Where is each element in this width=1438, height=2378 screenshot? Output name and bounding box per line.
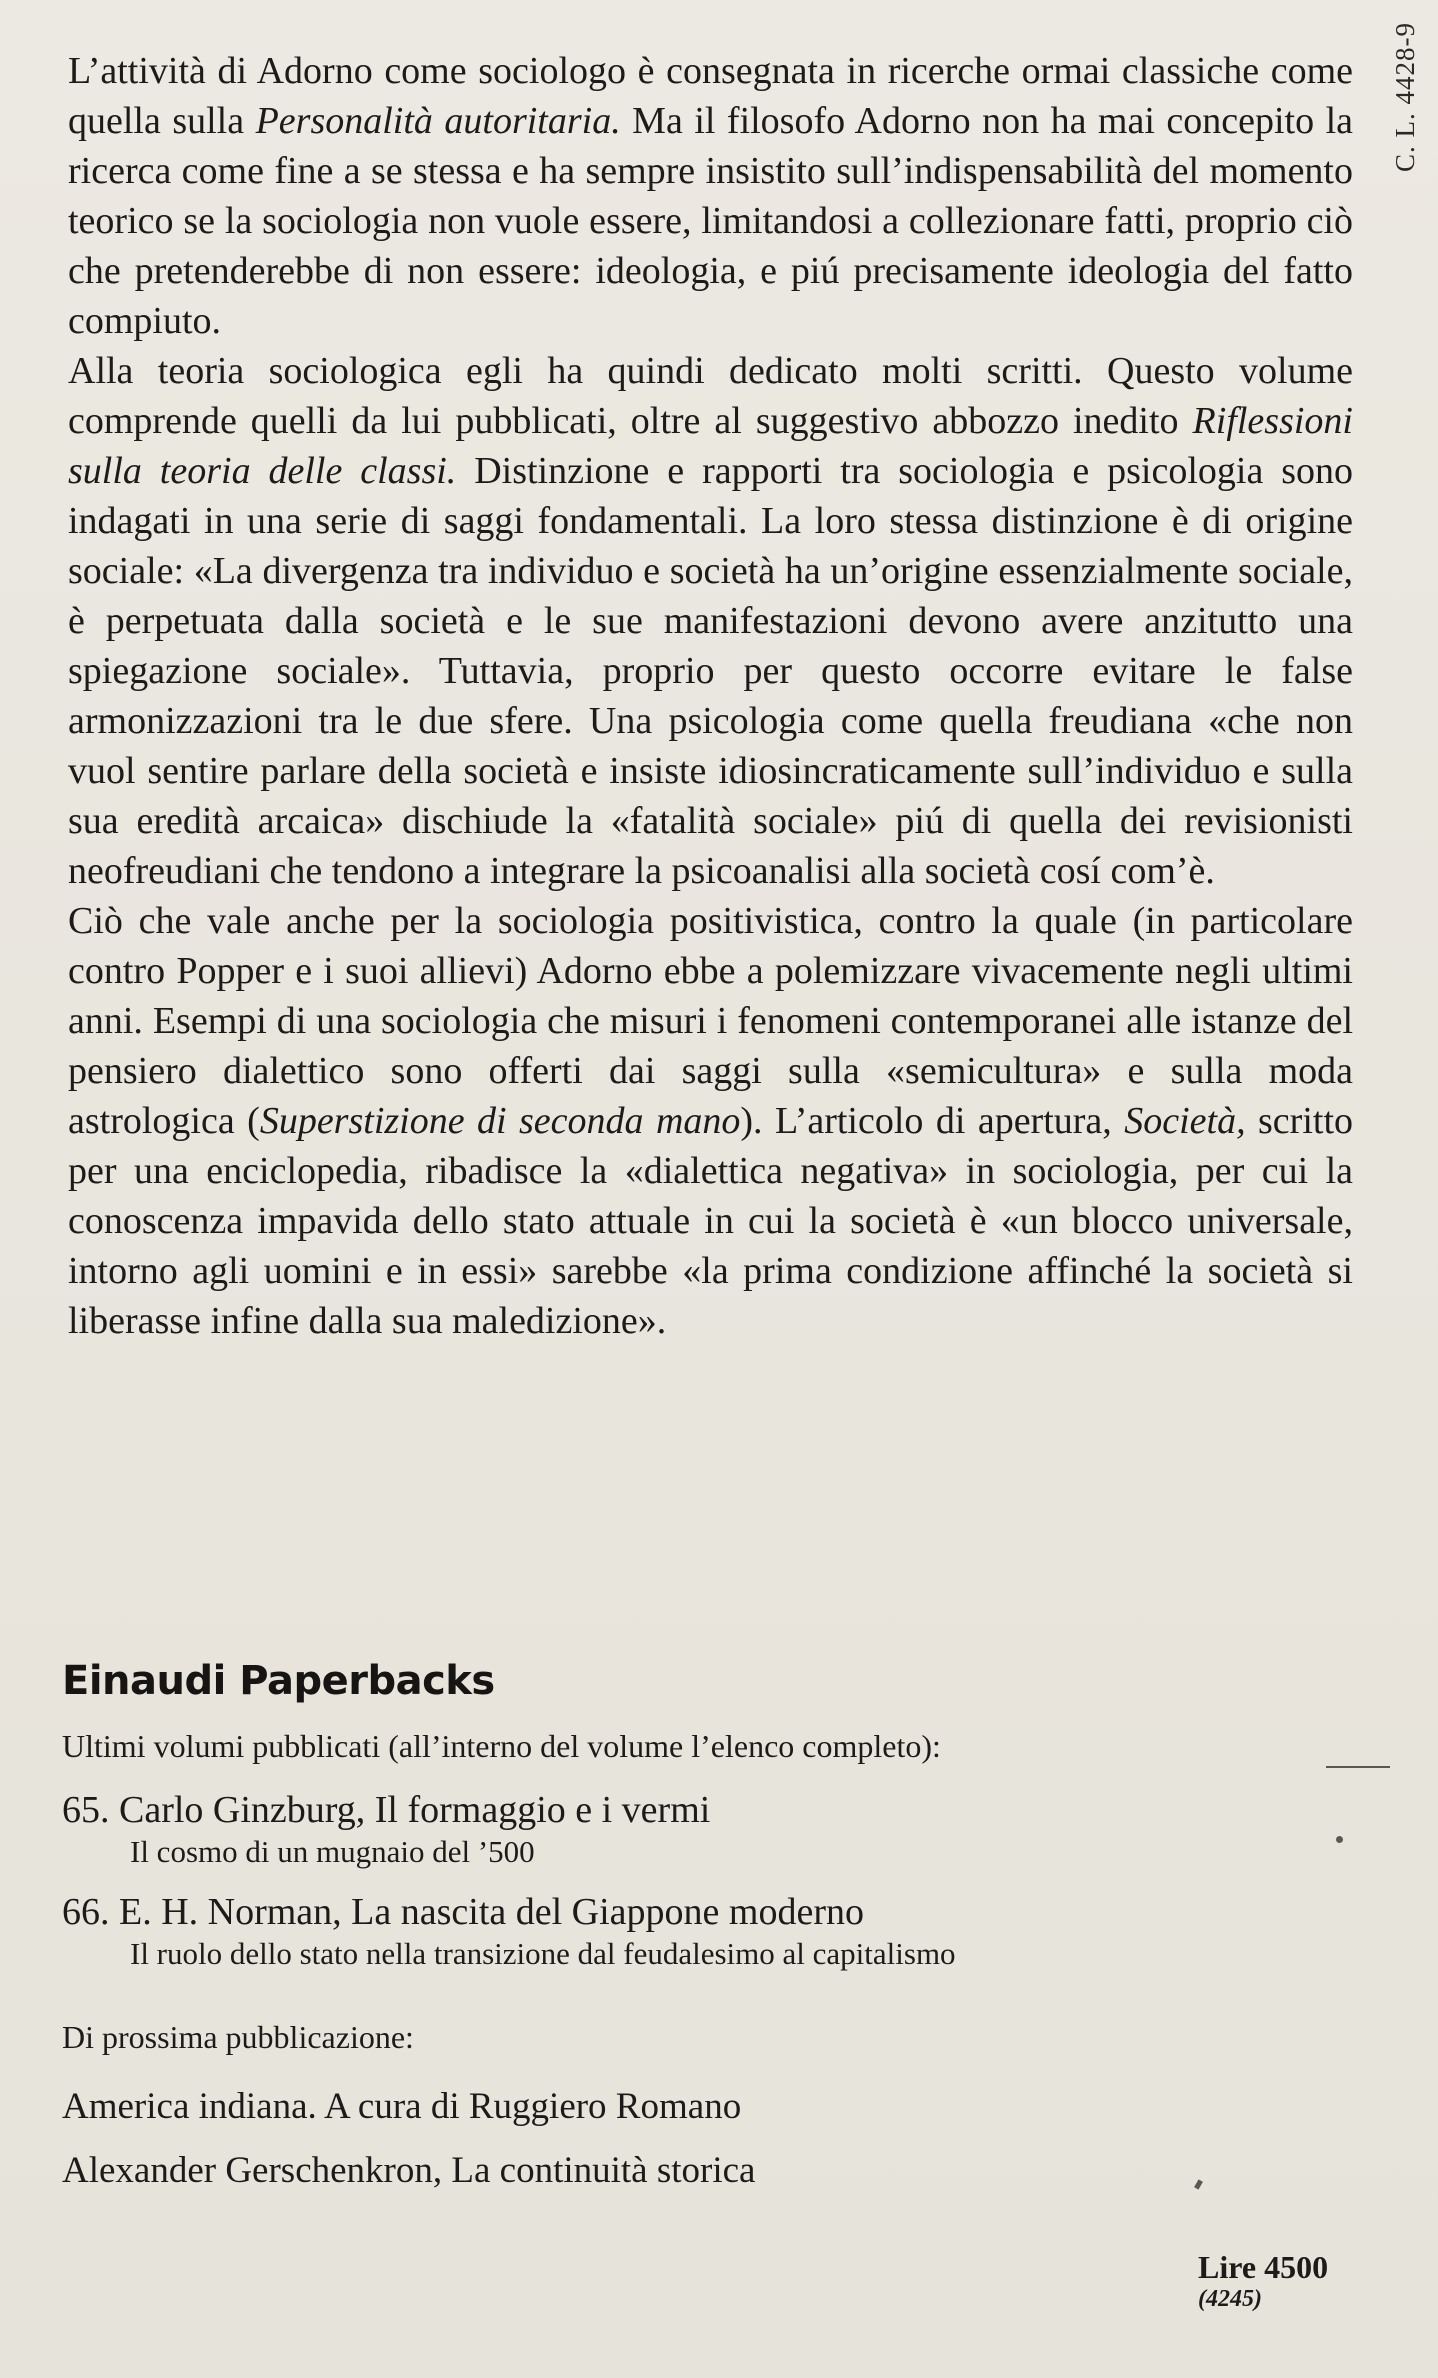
series-title: Einaudi Paperbacks (62, 1658, 495, 1704)
blurb-paragraph-1: L’attività di Adorno come sociologo è consegnata in ricerche ormai classiche come quella sulla Personalità autoritaria. Ma il filosofo Adorno non ha mai concepito la ricerca come fine a se stessa e ha sempre insistito sull’indispensabilità del momento teorico se la sociologia non vuole essere, limitandosi a collezionare fatti, proprio ciò che pretenderebbe di non essere: ideologia, e piú precisamente ideologia del fatto compiuto. (68, 50, 1353, 342)
upcoming-label: Di prossima pubblicazione: (62, 2019, 414, 2055)
series-section (62, 1658, 1342, 2212)
volume-entry (62, 1787, 1342, 1871)
price-code: (4245) (1198, 2286, 1262, 2312)
blurb-text (68, 46, 1353, 1346)
volume-subtitle: Il cosmo di un mugnaio del ’500 (130, 1834, 535, 1869)
volume-title: 66. E. H. Norman, La nascita del Giappone moderno (62, 1891, 864, 1933)
volume-subtitle: Il ruolo dello stato nella transizione dal feudalesimo al capitalismo (130, 1936, 956, 1971)
volume-entry (62, 1889, 1342, 1973)
series-note: Ultimi volumi pubblicati (all’interno del volume l’elenco completo): (62, 1728, 941, 1764)
blurb-paragraph-3: Ciò che vale anche per la sociologia positivistica, contro la quale (in particolare contro Popper e i suoi allievi) Adorno ebbe a polemizzare vivacemente negli ultimi anni. Esempi di una sociologia che misuri i fenomeni contemporanei alle istanze del pensiero dialettico sono offerti dai saggi sulla «semicultura» e sulla moda astrologica (Superstizione di seconda mano). L’articolo di apertura, Società, scritto per una enciclopedia, ribadisce la «dialettica negativa» in sociologia, per cui la conoscenza impavida dello stato attuale in cui la società è «un blocco universale, intorno agli uomini e in essi» sarebbe «la prima condizione affinché la società si liberasse infine dalla sua maledizione». (68, 900, 1354, 1342)
print-mark-dash (1326, 1766, 1390, 1768)
upcoming-item: Alexander Gerschenkron, La continuità storica (62, 2150, 756, 2191)
print-mark-dot (1336, 1836, 1343, 1843)
blurb-paragraph-2: Alla teoria sociologica egli ha quindi dedicato molti scritti. Questo volume comprende quelli da lui pubblicati, oltre al suggestivo abbozzo inedito Riflessioni sulla teoria delle classi. Distinzione e rapporti tra sociologia e psicologia sono indagati in una serie di saggi fondamentali. La loro stessa distinzione è di origine sociale: «La divergenza tra individuo e società ha un’origine essenzialmente sociale, è perpetuata dalla società e le sue manifestazioni devono avere anzitutto una spiegazione sociale». Tuttavia, proprio per questo occorre evitare le false armonizzazioni tra le due sfere. Una psicologia come quella freudiana «che non vuol sentire parlare della società e insiste idiosincraticamente sull’individuo e sulla sua eredità arcaica» dischiude la «fatalità sociale» piú di quella dei revisionisti neofreudiani che tendono a integrare la psicoanalisi alla società cosí com’è. (68, 350, 1354, 892)
price-label: Lire 4500 (1198, 2249, 1329, 2285)
catalog-code: C. L. 4428-9 (1390, 22, 1420, 172)
upcoming-item: America indiana. A cura di Ruggiero Romano (62, 2086, 742, 2127)
volume-title: 65. Carlo Ginzburg, Il formaggio e i vermi (62, 1789, 711, 1831)
